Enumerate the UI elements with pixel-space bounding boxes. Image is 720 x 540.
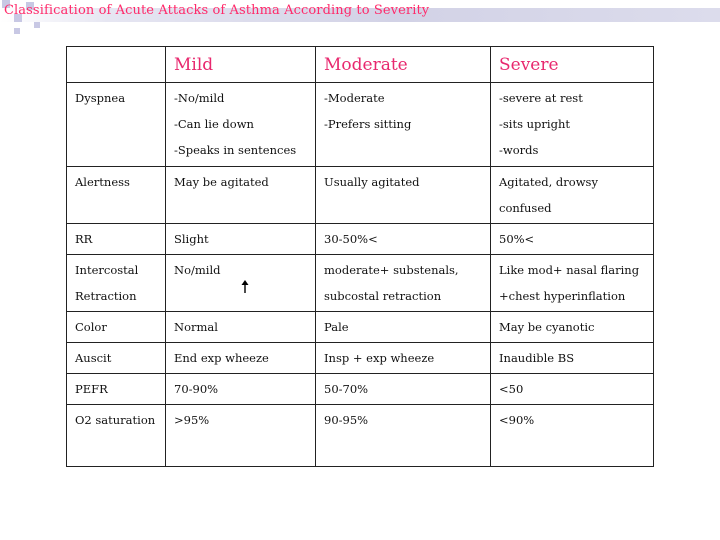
table-row <box>67 343 654 374</box>
cell-severe: 50%< <box>491 224 654 255</box>
cell-mild: End exp wheeze <box>166 343 316 374</box>
cell-line: -Moderate <box>324 91 385 105</box>
column-header-severe: Severe <box>491 47 654 83</box>
cell-line: -words <box>499 143 539 157</box>
cell-line: Like mod+ nasal flaring <box>499 263 640 277</box>
cell-line: -severe at rest <box>499 91 583 105</box>
cell-severe <box>491 83 654 167</box>
arrow-up-icon <box>239 280 251 294</box>
decor-square <box>14 28 20 34</box>
cell-mild: May be agitated <box>166 167 316 224</box>
cell-line: moderate+ substenals, <box>324 263 459 277</box>
cell-moderate: 30-50%< <box>316 224 491 255</box>
cell-line: -sits upright <box>499 117 570 131</box>
row-label: O2 saturation <box>67 405 166 467</box>
cell-moderate: Usually agitated <box>316 167 491 224</box>
cell-severe: Agitated, drowsy confused <box>491 167 654 224</box>
table-row <box>67 405 654 467</box>
cell-severe: May be cyanotic <box>491 312 654 343</box>
cell-line: -Speaks in sentences <box>174 143 297 157</box>
table-header-row <box>67 47 654 83</box>
cell-line: +chest hyperinflation <box>499 289 626 303</box>
row-label: Color <box>67 312 166 343</box>
cell-mild: 70-90% <box>166 374 316 405</box>
slide-title: Classification of Acute Attacks of Asthma According to Severity <box>4 3 430 18</box>
table-row <box>67 167 654 224</box>
column-header-moderate: Moderate <box>316 47 491 83</box>
cell-mild: Normal <box>166 312 316 343</box>
severity-table <box>66 46 654 467</box>
cell-line: subcostal retraction <box>324 289 442 303</box>
cell-mild: >95% <box>166 405 316 467</box>
cell-severe <box>491 255 654 312</box>
table-row <box>67 374 654 405</box>
cell-moderate: Insp + exp wheeze <box>316 343 491 374</box>
cell-severe: <50 <box>491 374 654 405</box>
cell-mild: Slight <box>166 224 316 255</box>
header-band <box>0 0 720 22</box>
cell-line: Retraction <box>75 289 137 303</box>
cell-line: Intercostal <box>75 263 139 277</box>
cell-line: -Can lie down <box>174 117 254 131</box>
row-label: Alertness <box>67 167 166 224</box>
cell-mild: No/mild <box>166 255 316 312</box>
decor-square <box>34 22 40 28</box>
row-label: Auscit <box>67 343 166 374</box>
row-label: Dyspnea <box>67 83 166 167</box>
row-label: PEFR <box>67 374 166 405</box>
column-header-mild: Mild <box>166 47 316 83</box>
table-row <box>67 255 654 312</box>
cell-moderate: 90-95% <box>316 405 491 467</box>
table-row <box>67 83 654 167</box>
cell-mild <box>166 83 316 167</box>
cell-moderate <box>316 83 491 167</box>
header-empty-cell <box>67 47 166 83</box>
cell-line: -No/mild <box>174 91 225 105</box>
cell-moderate <box>316 255 491 312</box>
cell-moderate: 50-70% <box>316 374 491 405</box>
row-label: RR <box>67 224 166 255</box>
row-label <box>67 255 166 312</box>
cell-severe: <90% <box>491 405 654 467</box>
cell-line: -Prefers sitting <box>324 117 412 131</box>
cell-severe: Inaudible BS <box>491 343 654 374</box>
table-row <box>67 224 654 255</box>
table-row <box>67 312 654 343</box>
cell-moderate: Pale <box>316 312 491 343</box>
